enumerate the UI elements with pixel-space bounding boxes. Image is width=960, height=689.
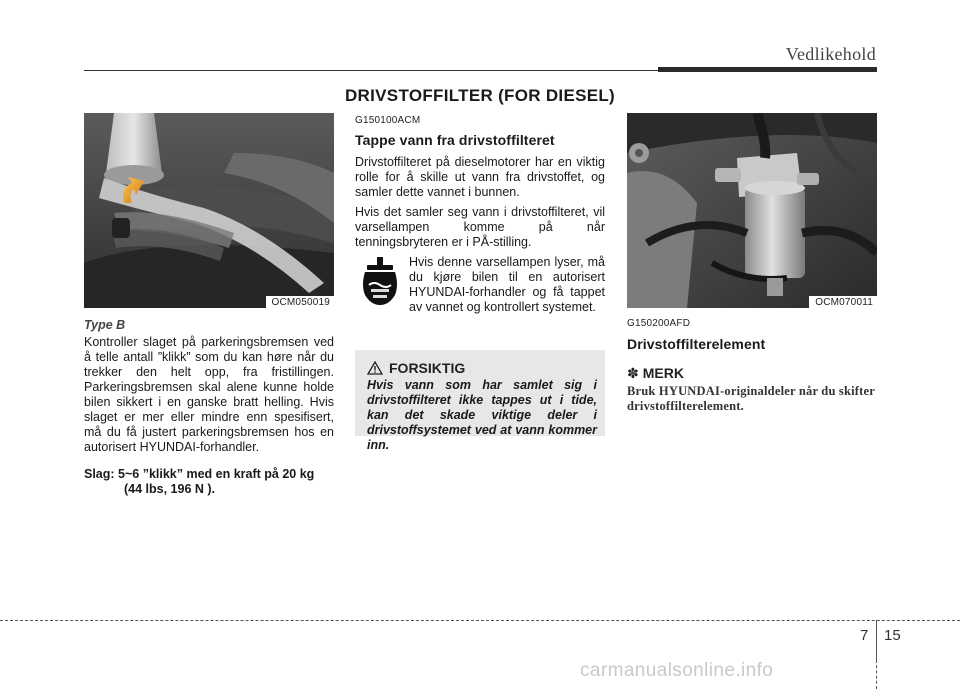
fuel-filter-water-warning-icon: [359, 255, 401, 309]
chapter-number: 7: [860, 627, 869, 644]
header-rule: [84, 70, 660, 71]
parking-brake-paragraph: Kontroller slaget på parkeringsbremsen ved å telle antall ”klikk” som du kan høre når du trekker den helt opp, fra fristillingen. Parkeringsbremsen skal alene kunne holde bilen sikkert i en ganske bratt helling. Hvis slaget er mer eller mindre enn spesifisert, må du få justert parkeringsbremsen hos en autorisert HYUNDAI-forhandler.: [84, 335, 334, 454]
footer-divider-dashed: [876, 660, 877, 689]
brake-stroke-line1: Slag: 5~6 ”klikk” med en kraft på 20 kg: [84, 467, 315, 481]
note-text: Bruk HYUNDAI-originaldeler når du skifter drivstoffilterelement.: [627, 384, 875, 413]
footer-divider: [876, 620, 877, 660]
left-column: [84, 318, 334, 497]
brake-stroke-spec: [84, 467, 334, 497]
parking-brake-photo: [84, 113, 334, 308]
page-number: 15: [884, 627, 901, 644]
caution-header: [367, 360, 597, 376]
warning-triangle-icon: [367, 361, 383, 375]
caution-box: [355, 350, 605, 452]
filter-paragraph-1: Drivstoffilteret på dieselmotorer har en viktig rolle for å skille ut vann fra drivstoffet, og samler dette vannet i bunnen.: [355, 155, 605, 199]
photo-caption: OCM050019: [266, 296, 335, 308]
chapter-title: Vedlikehold: [785, 44, 876, 64]
section-heading: Drivstoffilterelement: [627, 336, 766, 352]
note-heading: [627, 366, 877, 381]
right-column: [627, 316, 877, 414]
header-rule-accent: [658, 67, 877, 72]
caution-text: Hvis vann som har samlet sig i drivstoffilteret ikke tappes ut i tide, kan det skade viktige deler i drivstoffsystemet ved at vann kommer inn.: [367, 378, 597, 452]
middle-column: [355, 113, 605, 315]
section-title: DRIVSTOFFILTER (FOR DIESEL): [344, 86, 616, 105]
watermark: carmanualsonline.info: [580, 660, 774, 681]
filter-paragraph-2: Hvis det samler seg vann i drivstoffilteret, vil varsellampen komme på når tenningsbryteren er i PÅ-stilling.: [355, 205, 605, 249]
warning-lamp-text: Hvis denne varsellampen lyser, må du kjøre bilen til en autorisert HYUNDAI-forhandler og få tappet av vannet og kontrollert systemet.: [409, 255, 605, 314]
section-code: G150200AFD: [627, 318, 691, 329]
fuel-filter-photo: [627, 113, 877, 308]
warning-lamp-row: [355, 255, 605, 315]
note-title: MERK: [642, 365, 684, 381]
note-asterisk-icon: ✽: [627, 365, 639, 381]
section-heading: Tappe vann fra drivstoffilteret: [355, 132, 555, 148]
brake-stroke-line2: (44 lbs, 196 N ).: [124, 482, 216, 496]
footer-rule: [0, 620, 960, 621]
section-code: G150100ACM: [355, 115, 421, 126]
photo-caption: OCM070011: [809, 296, 877, 308]
type-label: Type B: [84, 318, 126, 332]
caution-title: FORSIKTIG: [389, 360, 466, 376]
